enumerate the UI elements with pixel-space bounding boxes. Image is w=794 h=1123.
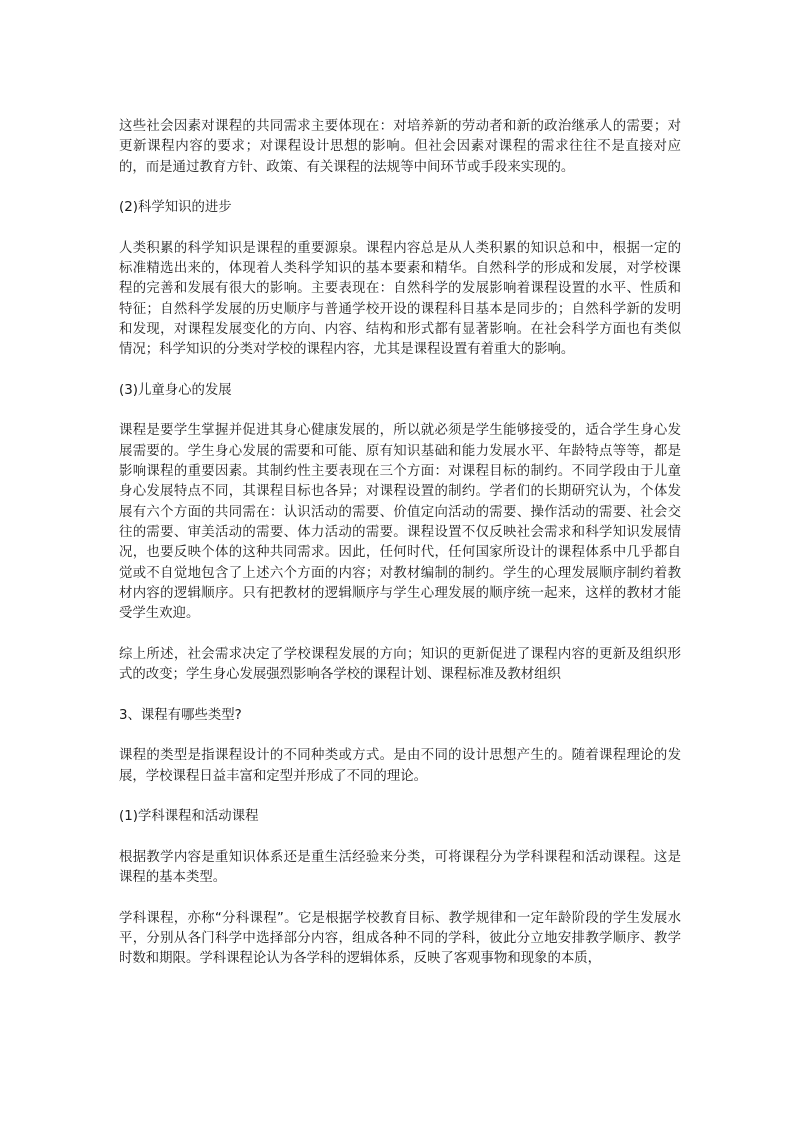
paragraph-social-needs: 这些社会因素对课程的共同需求主要体现在：对培养新的劳动者和新的政治继承人的需要；对更新课程内容的要求；对课程设计思想的影响。但社会因素对课程的需求往往不是直接对应的，而是通过教育方针、政策、有关课程的法规等中间环节或手段来实现的。 xyxy=(119,119,681,175)
paragraph-classification: 根据教学内容是重知识体系还是重生活经验来分类，可将课程分为学科课程和活动课程。这是课程的基本类型。 xyxy=(119,849,681,885)
paragraph-subject-course: 学科课程，亦称“分科课程”。它是根据学校教育目标、教学规律和一定年龄阶段的学生发展水平，分别从各门科学中选择部分内容，组成各种不同的学科，彼此分立地安排教学顺序、教学时数和期限。学科课程论认为各学科的逻辑体系，反映了客观事物和现象的本质， xyxy=(119,910,681,967)
paragraph-course-types: 课程的类型是指课程设计的不同种类或方式。是由不同的设计思想产生的。随着课程理论的发展，学校课程日益丰富和定型并形成了不同的理论。 xyxy=(119,748,681,784)
heading-child-development: (3)儿童身心的发展 xyxy=(119,382,232,398)
heading-subject-activity-courses: (1)学科课程和活动课程 xyxy=(119,809,259,825)
heading-course-types-question: 3、课程有哪些类型? xyxy=(119,707,242,723)
paragraph-science-knowledge: 人类积累的科学知识是课程的重要源泉。课程内容总是从人类积累的知识总和中，根据一定的标准精选出来的，体现着人类科学知识的基本要素和精华。自然科学的形成和发展，对学校课程的完善和发展有很大的影响。主要表现在：自然科学的发展影响着课程设置的水平、性质和特征；自然科学发展的历史顺序与普通学校开设的课程科目基本是同步的；自然科学新的发明和发现，对课程发展变化的方向、内容、结构和形式都有显著影响。在社会科学方面也有类似情况；科学知识的分类对学校的课程内容，尤其是课程设置有着重大的影响。 xyxy=(119,240,681,358)
heading-science-progress: (2)科学知识的进步 xyxy=(119,200,232,216)
document-page xyxy=(119,117,681,990)
paragraph-summary: 综上所述，社会需求决定了学校课程发展的方向；知识的更新促进了课程内容的更新及组织形式的改变；学生身心发展强烈影响各学校的课程计划、课程标准及教材组织 xyxy=(119,646,681,683)
paragraph-child-development: 课程是要学生掌握并促进其身心健康发展的，所以就必须是学生能够接受的，适合学生身心发展需要的。学生身心发展的需要和可能、原有知识基础和能力发展水平、年龄特点等等，都是影响课程的重要因素。其制约性主要表现在三个方面：对课程目标的制约。不同学段由于儿童身心发展特点不同，其课程目标也各异；对课程设置的制约。学者们的长期研究认为，个体发展有六个方面的共同需在：认识活动的需要、价值定向活动的需要、操作活动的需要、社会交往的需要、审美活动的需要、体力活动的需要。课程设置不仅反映社会需求和科学知识发展情况，也要反映个体的这种共同需求。因此，任何时代，任何国家所设计的课程体系中几乎都自觉或不自觉地包含了上述六个方面的内容；对教材编制的制约。学生的心理发展顺序制约着教材内容的逻辑顺序。只有把教材的逻辑顺序与学生心理发展的顺序统一起来，这样的教材才能受学生欢迎。 xyxy=(119,423,681,622)
